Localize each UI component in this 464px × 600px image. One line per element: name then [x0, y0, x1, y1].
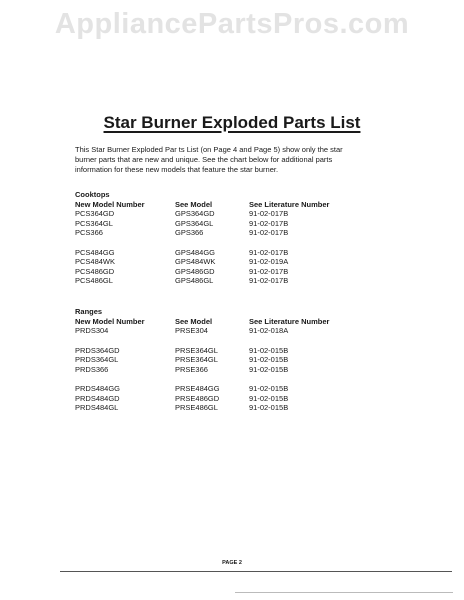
table-row [75, 345, 289, 356]
new-model-number: PRDS484GG [75, 384, 121, 393]
new-model-number: PRDS304 [75, 326, 109, 335]
header-see-model: See Model [175, 199, 213, 209]
see-model: PRSE366 [175, 364, 208, 374]
see-model: GPS484GG [175, 247, 216, 257]
new-model-number: PCS366 [75, 228, 103, 237]
header-new-model: New Model Number [75, 199, 145, 209]
footer-divider [60, 571, 452, 572]
intro-paragraph [75, 145, 395, 175]
literature-number: 91-02-015B [249, 355, 289, 364]
new-model-number: PRDS364GD [75, 345, 120, 355]
see-model: GPS484WK [175, 257, 216, 266]
page-title: Star Burner Exploded Parts List [103, 113, 361, 132]
see-model: PRSE364GL [175, 355, 218, 364]
literature-number: 91-02-017B [249, 228, 289, 237]
table-row [75, 355, 289, 365]
table-row [75, 364, 289, 375]
literature-number: 91-02-015B [249, 384, 289, 393]
section-title-cooktops: Cooktops [75, 190, 110, 199]
new-model-number: PRDS484GD [75, 393, 120, 403]
table-row [75, 403, 289, 413]
ranges-section [75, 307, 330, 413]
intro-line: information for these new models that feature the star burner. [75, 165, 279, 174]
literature-number: 91-02-015B [249, 393, 289, 403]
header-new-model: New Model Number [75, 316, 145, 326]
watermark-text: AppliancePartsPros.com [54, 8, 410, 40]
table-header [75, 199, 330, 210]
page-number: PAGE 2 [222, 560, 242, 566]
see-model: GPS364GD [175, 209, 215, 218]
see-model: GPS486GD [175, 266, 215, 276]
table-header [75, 316, 330, 327]
see-model: PRSE304 [175, 326, 208, 335]
footer-divider-faint [235, 592, 453, 593]
literature-number: 91-02-017B [249, 218, 289, 228]
literature-number: 91-02-018A [249, 326, 289, 335]
table-row [75, 393, 289, 404]
new-model-number: PCS364GL [75, 218, 113, 228]
see-model: GPS366 [175, 228, 204, 237]
header-literature: See Literature Number [249, 316, 330, 326]
literature-number: 91-02-015B [249, 364, 289, 374]
literature-number: 91-02-017B [249, 276, 289, 285]
new-model-number: PCS364GD [75, 209, 115, 218]
table-row [75, 247, 289, 258]
cooktops-section [75, 190, 330, 286]
table-row [75, 384, 289, 394]
see-model: PRSE486GD [175, 393, 220, 403]
literature-number: 91-02-019A [249, 257, 289, 266]
literature-number: 91-02-015B [249, 345, 289, 355]
literature-number: 91-02-017B [249, 209, 289, 218]
table-row [75, 209, 289, 219]
intro-line: This Star Burner Exploded Par ts List (on Page 4 and Page 5) show only the star [75, 145, 343, 154]
see-model: GPS364GL [175, 218, 214, 228]
literature-number: 91-02-015B [249, 403, 289, 412]
new-model-number: PCS484WK [75, 257, 116, 266]
intro-line: burner parts that are new and unique. See the chart below for additional parts [75, 155, 333, 164]
new-model-number: PCS486GL [75, 276, 113, 285]
see-model: PRSE484GG [175, 384, 220, 393]
see-model: PRSE486GL [175, 403, 218, 412]
table-row [75, 326, 289, 336]
literature-number: 91-02-017B [249, 247, 289, 257]
see-model: PRSE364GL [175, 345, 218, 355]
literature-number: 91-02-017B [249, 266, 289, 276]
new-model-number: PRDS366 [75, 364, 109, 374]
see-model: GPS486GL [175, 276, 214, 285]
new-model-number: PRDS484GL [75, 403, 119, 412]
table-row [75, 257, 289, 267]
header-see-model: See Model [175, 316, 213, 326]
new-model-number: PCS486GD [75, 266, 115, 276]
section-title-ranges: Ranges [75, 307, 103, 316]
table-row [75, 266, 289, 277]
table-row [75, 218, 289, 229]
new-model-number: PRDS364GL [75, 355, 119, 364]
table-row [75, 228, 289, 238]
header-literature: See Literature Number [249, 199, 330, 209]
table-row [75, 276, 289, 286]
new-model-number: PCS484GG [75, 247, 115, 257]
